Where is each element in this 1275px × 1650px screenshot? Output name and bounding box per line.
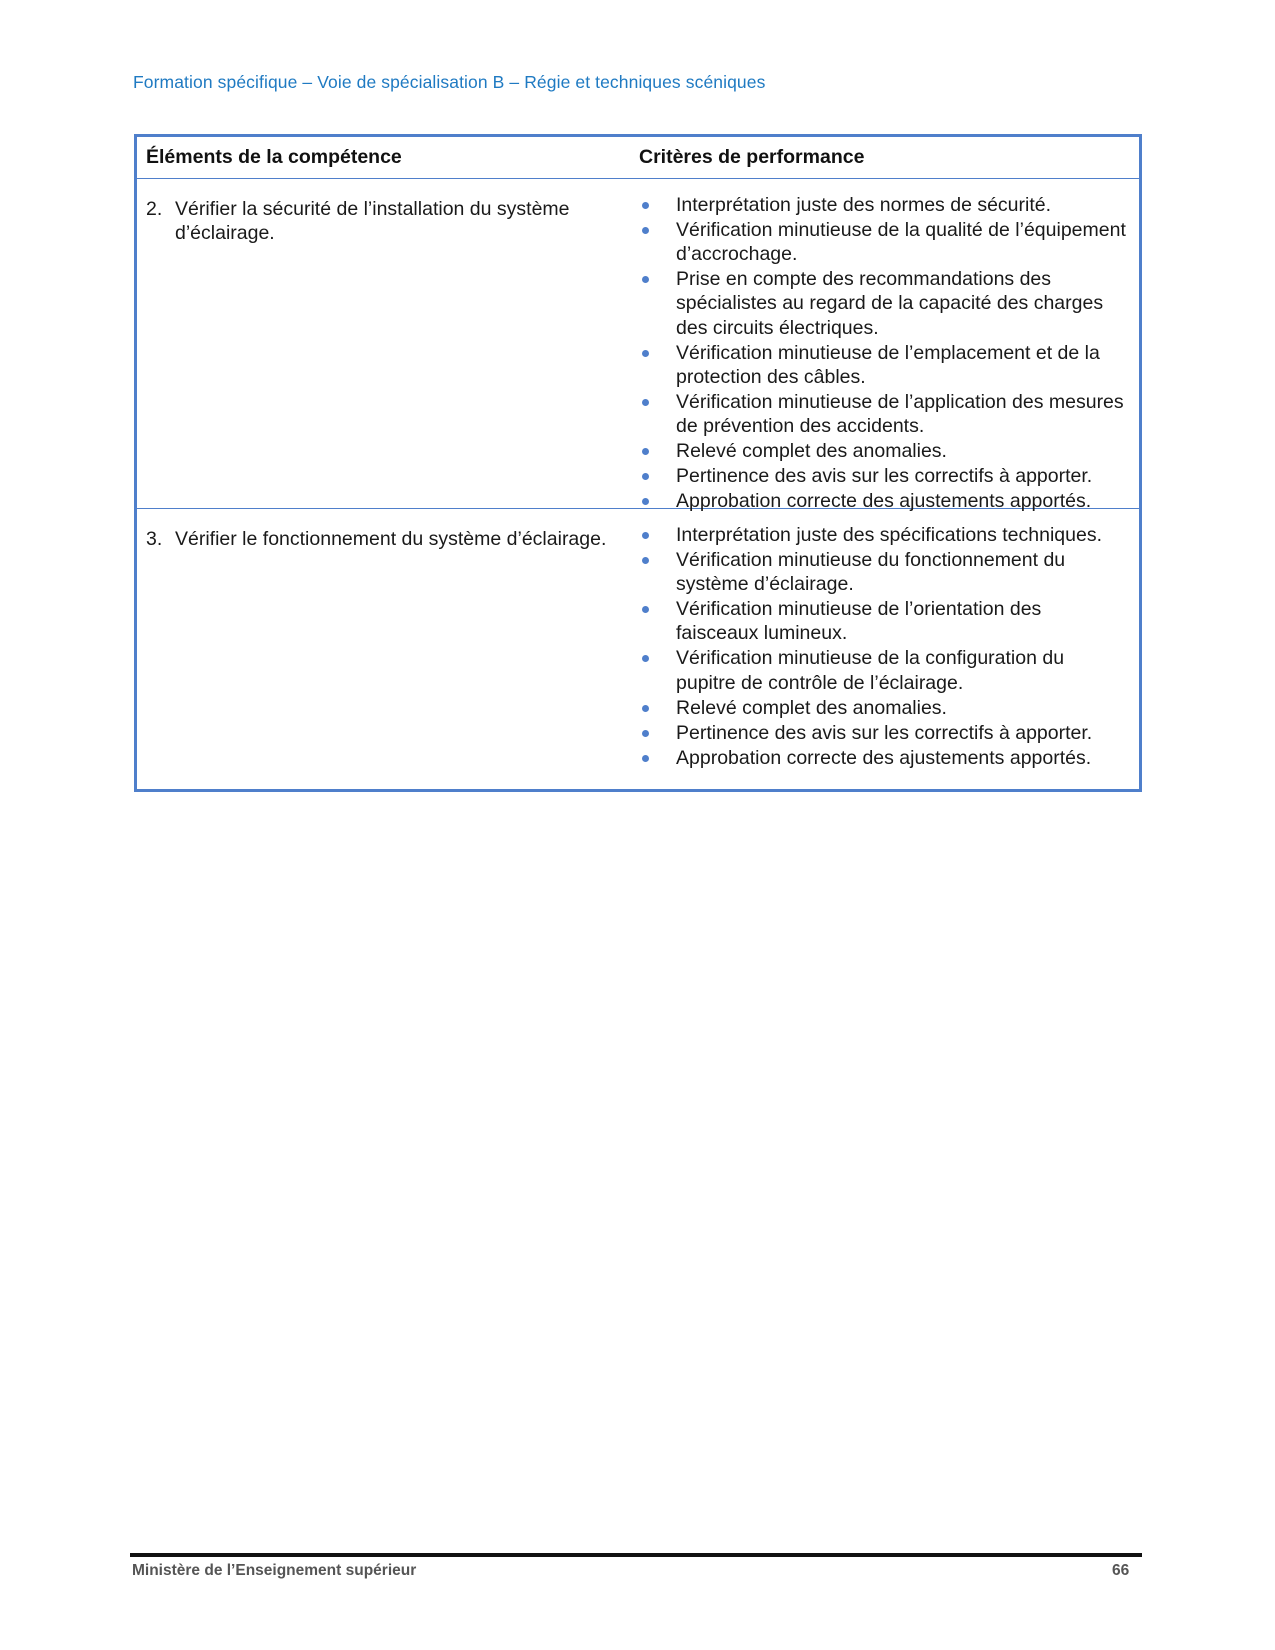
element-item [146, 527, 639, 551]
table-row [137, 509, 1139, 789]
bullet-icon [642, 202, 649, 209]
bullet-icon [642, 730, 649, 737]
bullet-icon [642, 606, 649, 613]
criteria-item [639, 341, 1126, 389]
bullet-icon [642, 755, 649, 762]
bullet-icon [642, 532, 649, 539]
bullet-icon [642, 276, 649, 283]
criteria-text: Vérification minutieuse de l’orientation des faisceaux lumineux. [676, 598, 1042, 645]
criteria-list [639, 193, 1139, 513]
bullet-icon [642, 399, 649, 406]
bullet-icon [642, 350, 649, 357]
criteria-item [639, 193, 1126, 217]
footer-ministry: Ministère de l’Enseignement supérieur [132, 1562, 417, 1579]
criteria-item [639, 721, 1126, 745]
criteria-text: Vérification minutieuse de l’application des mesures de prévention des accidents. [676, 390, 1124, 438]
element-cell [137, 179, 639, 508]
criteria-text: Vérification minutieuse de l’emplacement et de la protection des câbles. [676, 341, 1100, 388]
column-header-criteria: Critères de performance [639, 146, 865, 168]
footer-divider [130, 1553, 1142, 1557]
criteria-text: Relevé complet des anomalies. [676, 696, 947, 719]
criteria-text: Pertinence des avis sur les correctifs à apporter. [676, 721, 1093, 744]
criteria-item [639, 597, 1126, 645]
criteria-text: Approbation correcte des ajustements apportés. [676, 490, 1092, 513]
criteria-item [639, 523, 1126, 547]
criteria-item [639, 439, 1126, 463]
criteria-text: Approbation correcte des ajustements apportés. [676, 746, 1092, 769]
competence-table [134, 134, 1142, 792]
element-cell [137, 509, 639, 789]
table-header-row [137, 137, 1139, 179]
bullet-icon [642, 473, 649, 480]
element-number: 2. [146, 198, 163, 220]
criteria-text: Relevé complet des anomalies. [676, 440, 947, 463]
criteria-text: Vérification minutieuse de la qualité de l’équipement d’accrochage. [676, 219, 1126, 266]
criteria-text: Vérification minutieuse du fonctionnement du système d’éclairage. [676, 549, 1066, 596]
page-header-title: Formation spécifique – Voie de spécialisation B – Régie et techniques scéniques [133, 72, 766, 92]
bullet-icon [642, 557, 649, 564]
column-header-elements: Éléments de la compétence [146, 146, 402, 168]
criteria-item [639, 464, 1126, 488]
criteria-item [639, 696, 1126, 720]
criteria-item [639, 548, 1126, 596]
criteria-text: Vérification minutieuse de la configuration du pupitre de contrôle de l’éclairage. [676, 647, 1065, 694]
bullet-icon [642, 498, 649, 505]
element-text: Vérifier la sécurité de l’installation du système d’éclairage. [175, 198, 570, 244]
table-row [137, 179, 1139, 513]
criteria-item [639, 646, 1126, 694]
criteria-text: Prise en compte des recommandations des spécialistes au regard de la capacité des charges des circuits électriques. [676, 268, 1104, 339]
criteria-cell [639, 509, 1139, 789]
bullet-icon [642, 448, 649, 455]
criteria-text: Interprétation juste des spécifications techniques. [676, 524, 1103, 546]
criteria-item [639, 746, 1126, 770]
element-text: Vérifier le fonctionnement du système d’éclairage. [175, 528, 607, 550]
element-item [146, 197, 639, 245]
criteria-list [639, 523, 1139, 770]
criteria-item [639, 390, 1126, 438]
criteria-cell [639, 179, 1139, 513]
bullet-icon [642, 655, 649, 662]
criteria-item [639, 489, 1126, 513]
criteria-item [639, 218, 1126, 266]
page-number: 66 [1112, 1562, 1130, 1579]
bullet-icon [642, 705, 649, 712]
element-number: 3. [146, 528, 163, 550]
bullet-icon [642, 227, 649, 234]
criteria-item [639, 267, 1126, 340]
criteria-text: Interprétation juste des normes de sécurité. [676, 194, 1052, 216]
criteria-text: Pertinence des avis sur les correctifs à apporter. [676, 465, 1093, 488]
